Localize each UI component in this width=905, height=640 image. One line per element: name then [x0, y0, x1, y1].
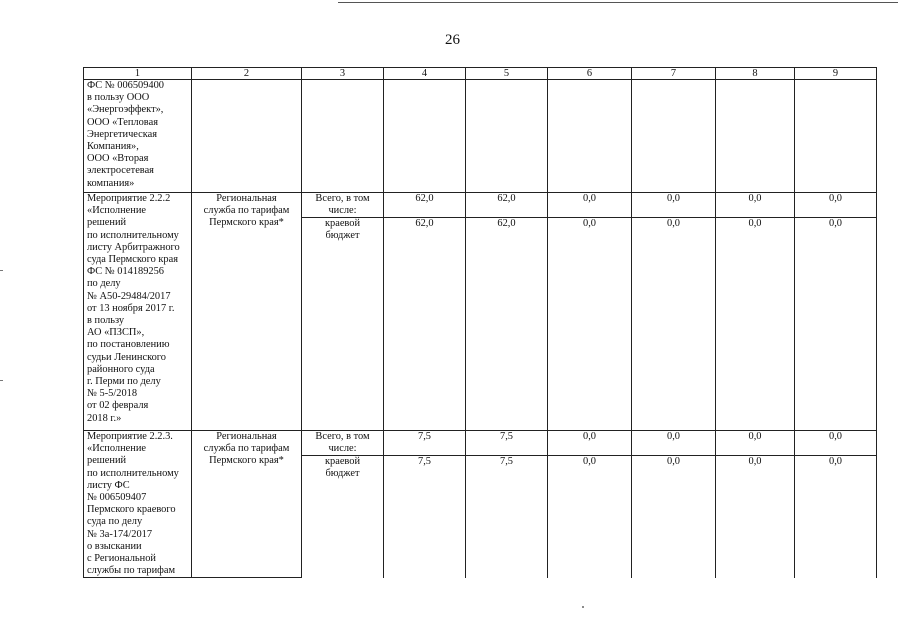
- executor-cell: Региональная служба по тарифам Пермского края*: [192, 193, 302, 431]
- measure-description: ФС № 006509400 в пользу ООО «Энергоэффект», ООО «Тепловая Энергетическая Компания», ООО «Вторая электросетевая компания»: [84, 80, 192, 193]
- value-cell: 0,0: [632, 456, 716, 578]
- executor-cell: Региональная служба по тарифам Пермского края*: [192, 431, 302, 578]
- value-cell: 0,0: [716, 218, 795, 431]
- table-row: [84, 193, 877, 218]
- measure-description: Мероприятие 2.2.3. «Исполнение решений по исполнительному листу ФС № 006509407 Пермского краевого суда по делу № 3а-174/2017 о взыскании с Региональной службы по тарифам: [84, 431, 192, 578]
- scan-speck: [582, 606, 584, 608]
- column-number-4: 4: [384, 68, 466, 80]
- page-number: 26: [445, 32, 460, 48]
- funding-source-label: краевой бюджет: [302, 218, 384, 431]
- value-cell: 0,0: [548, 218, 632, 431]
- value-cell: 0,0: [795, 193, 877, 218]
- value-cell: 0,0: [716, 456, 795, 578]
- value-cell: 0,0: [795, 431, 877, 456]
- empty-cell: [795, 80, 877, 193]
- empty-cell: [548, 80, 632, 193]
- top-rule: [338, 2, 898, 3]
- value-cell: 7,5: [466, 431, 548, 456]
- column-number-6: 6: [548, 68, 632, 80]
- scan-mark: [0, 270, 3, 271]
- value-cell: 0,0: [795, 218, 877, 431]
- value-cell: 0,0: [548, 456, 632, 578]
- value-cell: 0,0: [548, 431, 632, 456]
- value-cell: 7,5: [466, 456, 548, 578]
- value-cell: 62,0: [384, 193, 466, 218]
- value-cell: 0,0: [716, 193, 795, 218]
- column-number-8: 8: [716, 68, 795, 80]
- column-number-1: 1: [84, 68, 192, 80]
- column-number-5: 5: [466, 68, 548, 80]
- funding-total-label: Всего, в том числе:: [302, 193, 384, 218]
- value-cell: 62,0: [466, 218, 548, 431]
- table-row: [84, 80, 877, 193]
- funding-total-label: Всего, в том числе:: [302, 431, 384, 456]
- empty-cell: [302, 80, 384, 193]
- column-number-7: 7: [632, 68, 716, 80]
- measure-description: Мероприятие 2.2.2 «Исполнение решений по исполнительному листу Арбитражного суда Пермского края ФС № 014189256 по делу № А50-29484/2017 от 13 ноября 2017 г. в пользу АО «ПЗСП», по постановлению судьи Ленинского районного суда г. Перми по делу № 5-5/2018 от 02 февраля 2018 г.»: [84, 193, 192, 431]
- value-cell: 7,5: [384, 456, 466, 578]
- value-cell: 0,0: [632, 431, 716, 456]
- column-number-3: 3: [302, 68, 384, 80]
- value-cell: 62,0: [466, 193, 548, 218]
- column-number-row: [84, 68, 877, 80]
- column-number-2: 2: [192, 68, 302, 80]
- empty-cell: [632, 80, 716, 193]
- scan-mark: [0, 380, 3, 381]
- value-cell: 0,0: [795, 456, 877, 578]
- value-cell: 62,0: [384, 218, 466, 431]
- value-cell: 0,0: [632, 193, 716, 218]
- empty-cell: [192, 80, 302, 193]
- value-cell: 0,0: [716, 431, 795, 456]
- value-cell: 7,5: [384, 431, 466, 456]
- column-number-9: 9: [795, 68, 877, 80]
- budget-table: [83, 67, 877, 578]
- empty-cell: [716, 80, 795, 193]
- funding-source-label: краевой бюджет: [302, 456, 384, 578]
- empty-cell: [466, 80, 548, 193]
- table-row: [84, 431, 877, 456]
- empty-cell: [384, 80, 466, 193]
- value-cell: 0,0: [548, 193, 632, 218]
- value-cell: 0,0: [632, 218, 716, 431]
